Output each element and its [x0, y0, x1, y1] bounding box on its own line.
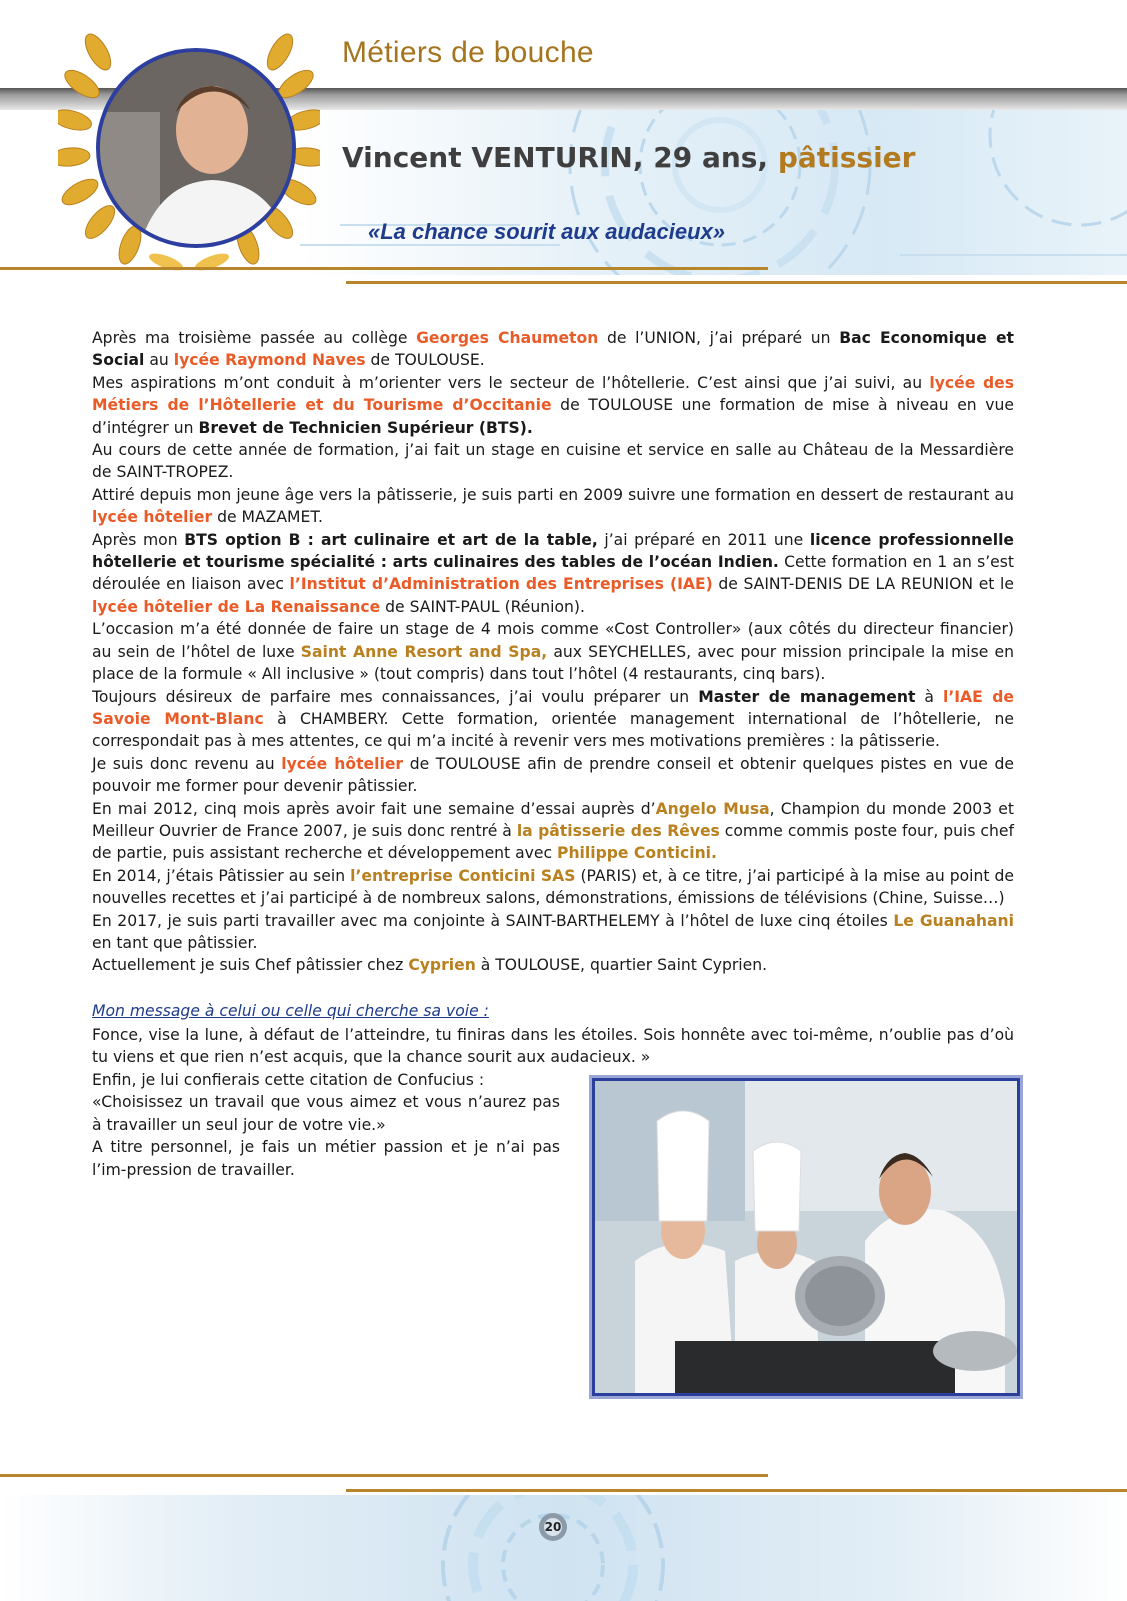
- person-name: Vincent VENTURIN, 29 ans,: [342, 141, 769, 174]
- message-line: Enfin, je lui confierais cette citation de Confucius :: [92, 1071, 485, 1089]
- section-title: Métiers de bouche: [342, 36, 594, 69]
- text-run: En mai 2012, cinq mois après avoir fait une semaine d’essai auprès d’: [92, 799, 656, 818]
- highlighted-text: lycée Raymond Naves: [173, 351, 366, 370]
- biography-paragraph: [92, 910, 1014, 955]
- text-run: comme commis poste four, puis chef de partie, puis assistant recherche et développement avec: [92, 821, 1014, 863]
- footer-rule-right: [346, 1489, 1127, 1492]
- highlighted-text: l’Institut d’Administration des Entreprises (IAE): [289, 575, 713, 594]
- header-rule-right: [346, 281, 1127, 284]
- footer-tech-pattern: [0, 1495, 1127, 1601]
- tech-circles-graphic: [300, 95, 1127, 275]
- text-run: de l’UNION, j’ai préparé un: [598, 329, 840, 347]
- text-run: Mes aspirations m’ont conduit à m’orienter vers le secteur de l’hôtellerie. C’est ainsi que j’ai suivi, au: [92, 373, 930, 392]
- headline-quote: «La chance sourit aux audacieux»: [368, 219, 726, 244]
- text-run: de TOULOUSE afin de prendre conseil et obtenir quelques pistes en vue de pouvoir me former pour devenir pâtissier.: [92, 754, 1014, 796]
- text-run: en tant que pâtissier.: [92, 933, 258, 952]
- highlighted-text: Philippe Conticini.: [557, 844, 717, 863]
- portrait-photo: [96, 48, 296, 248]
- text-run: En 2017, je suis parti travailler avec ma conjointe à SAINT-BARTHELEMY à l’hôtel de luxe cinq étoiles: [92, 911, 894, 930]
- message-paragraph: [92, 1024, 1014, 1069]
- highlighted-text: Georges Chaumeton: [416, 329, 599, 347]
- biography-paragraph: [92, 686, 1014, 753]
- message-line: A titre personnel, je fais un métier passion et je n’ai pas l’im-pression de travailler.: [92, 1138, 560, 1179]
- text-run: aux SEYCHELLES, avec pour mission principale la mise en place de la formule « All inclusive » (tout compris) dans tout l’hôtel (4 restaurants, cinq bars).: [92, 642, 1014, 684]
- text-run: Toujours désireux de parfaire mes connaissances, j’ai voulu préparer un: [92, 687, 699, 706]
- text-run: Je suis donc revenu au: [92, 754, 282, 773]
- text-run: à CHAMBERY. Cette formation, orientée management international de l’hôtellerie, ne correspondait pas à mes attentes, ce qui m’a incité à revenir vers mes motivations premières : la pâtisserie.: [92, 709, 1014, 751]
- highlighted-text: l’entreprise Conticini SAS: [350, 866, 576, 885]
- biography-paragraph: [92, 327, 1014, 372]
- highlighted-text: Le Guanahani: [893, 911, 1014, 930]
- text-run: de TOULOUSE une formation de mise à niveau en vue d’intégrer un: [92, 396, 1014, 437]
- text-run: à TOULOUSE, quartier Saint Cyprien.: [475, 956, 768, 975]
- biography-paragraph: [92, 954, 1014, 976]
- biography-text: [92, 327, 1014, 977]
- highlighted-text: la pâtisserie des Rêves: [516, 821, 720, 840]
- text-run: Cette formation en 1 an s’est déroulée en liaison avec: [92, 553, 1014, 594]
- footer-circles-graphic: [0, 1495, 1127, 1601]
- highlighted-text: Bac Economique et Social: [92, 329, 1014, 370]
- text-run: de SAINT-DENIS DE LA REUNION et le: [712, 575, 1014, 594]
- highlighted-text: Saint Anne Resort and Spa,: [300, 642, 548, 661]
- text-run: j’ai préparé en 2011 une: [597, 530, 810, 549]
- text-run: Au cours de cette année de formation, j’ai fait un stage en cuisine et service en salle au Château de la Messardière de SAINT-TROPEZ.: [92, 441, 1014, 482]
- highlighted-text: lycée des Métiers de l’Hôtellerie et du Tourisme d’Occitanie: [92, 373, 1014, 415]
- footer-rule-left: [0, 1474, 768, 1477]
- pastry-class-illustration: [595, 1081, 1017, 1393]
- message-line: «Choisissez un travail que vous aimez et vous n’aurez pas à travailler un seul jour de votre vie.»: [92, 1093, 560, 1134]
- highlighted-text: BTS option B : art culinaire et art de la table,: [184, 530, 598, 549]
- text-run: de TOULOUSE.: [365, 351, 485, 370]
- person-heading: [342, 141, 915, 174]
- header-tech-pattern: [300, 95, 1127, 275]
- text-run: L’occasion m’a été donnée de faire un stage de 4 mois comme «Cost Controller» (aux côtés du directeur financier) au sein de l’hôtel de luxe: [92, 620, 1014, 661]
- highlighted-text: lycée hôtelier: [281, 754, 404, 773]
- biography-paragraph: [92, 798, 1014, 865]
- text-run: (PARIS) et, à ce titre, j’ai participé à la mise au point de nouvelles recettes et j’ai participé à de nombreux salons, démonstrations, émissions de télévisions (Chine, Suisse…): [92, 866, 1014, 908]
- highlighted-text: Brevet de Technicien Supérieur (BTS).: [198, 418, 533, 437]
- kitchen-photo: [592, 1078, 1020, 1396]
- text-run: de MAZAMET.: [212, 508, 323, 527]
- biography-paragraph: [92, 439, 1014, 484]
- biography-paragraph: [92, 618, 1014, 685]
- text-run: En 2014, j’étais Pâtissier au sein: [92, 866, 351, 885]
- highlighted-text: Cyprien: [408, 956, 476, 975]
- biography-paragraph: [92, 529, 1014, 619]
- chef-portrait-illustration: [100, 52, 292, 244]
- biography-paragraph: [92, 753, 1014, 798]
- highlighted-text: lycée hôtelier: [92, 508, 213, 527]
- text-run: , Champion du monde 2003 et Meilleur Ouvrier de France 2007, je suis donc rentré à: [92, 799, 1015, 840]
- text-run: Après mon: [92, 530, 185, 549]
- text-run: de SAINT-PAUL (Réunion).: [380, 597, 585, 616]
- highlighted-text: Angelo Musa: [655, 799, 770, 818]
- highlighted-text: Master de management: [698, 687, 916, 706]
- highlighted-text: lycée hôtelier de La Renaissance: [92, 597, 381, 616]
- biography-paragraph: [92, 484, 1014, 529]
- highlighted-text: licence professionnelle hôtellerie et tourisme spécialité : arts culinaires des tables de l’océan Indien.: [92, 530, 1014, 572]
- page-number: 20: [544, 1520, 562, 1534]
- biography-paragraph: [92, 865, 1014, 910]
- text-run: Actuellement je suis Chef pâtissier chez: [92, 956, 409, 975]
- text-run: Attiré depuis mon jeune âge vers la pâtisserie, je suis parti en 2009 suivre une formation en dessert de restaurant au: [92, 485, 1014, 504]
- message-line: Fonce, vise la lune, à défaut de l’atteindre, tu finiras dans les étoiles. Sois honnête avec toi-même, n’oublie pas d’où tu viens et que rien n’est acquis, que la chance sourit aux audacieux. »: [92, 1026, 1014, 1067]
- text-run: Après ma troisième passée au collège: [92, 329, 417, 347]
- highlighted-text: l’IAE de Savoie Mont-Blanc: [92, 687, 1014, 728]
- biography-paragraph: [92, 372, 1014, 439]
- message-heading: Mon message à celui ou celle qui cherche sa voie :: [92, 1002, 489, 1020]
- text-run: au: [144, 351, 174, 370]
- message-continued: [92, 1069, 560, 1181]
- text-run: à: [915, 687, 943, 706]
- header-rule-left: [0, 267, 768, 270]
- person-role: pâtissier: [777, 141, 916, 174]
